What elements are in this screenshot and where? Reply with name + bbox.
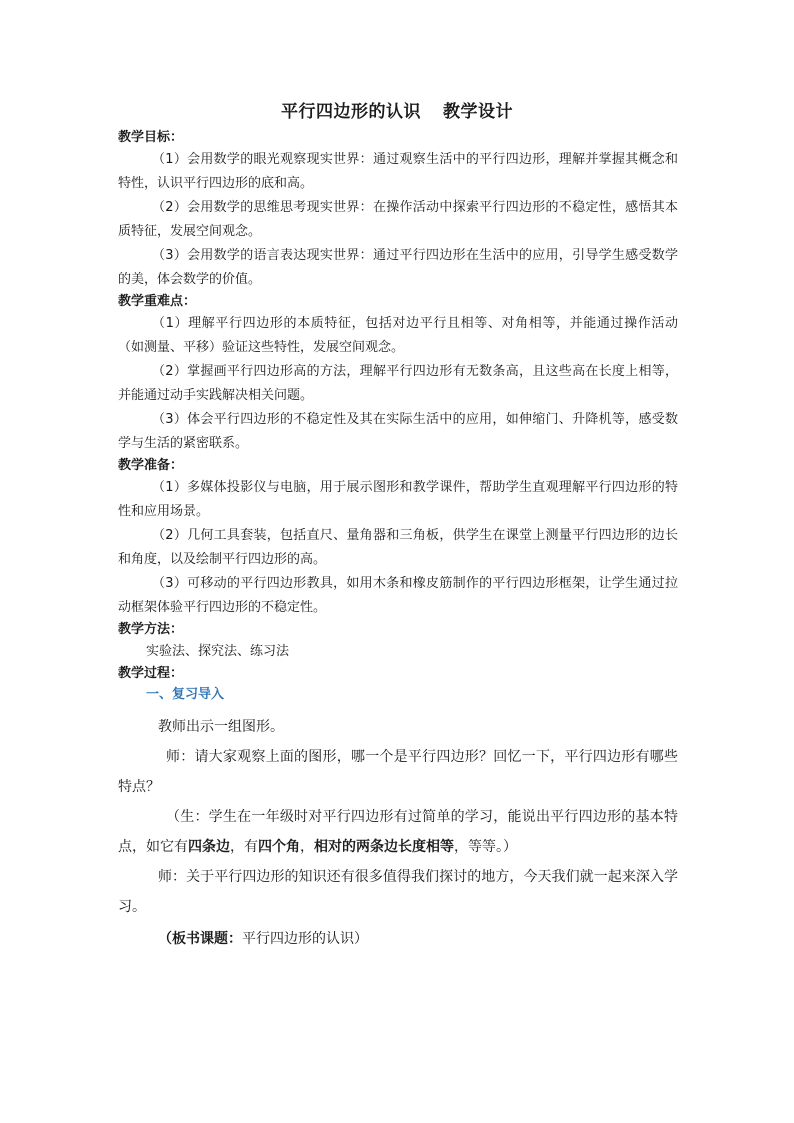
- preparation-item-2: （2）几何工具套装，包括直尺、量角器和三角板，供学生在课堂上测量平行四边形的边长和角度，以及绘制平行四边形的高。: [118, 528, 678, 567]
- keypoint-item-1: （1）理解平行四边形的本质特征，包括对边平行且相等、对角相等，并能通过操作活动（如测量、平移）验证这些特性，发展空间观念。: [118, 316, 678, 355]
- keypoint-item-2: （2）掌握画平行四边形高的方法，理解平行四边形有无数条高，且这些高在长度上相等，并能通过动手实践解决相关问题。: [118, 364, 678, 403]
- preparation-item-1: （1）多媒体投影仪与电脑，用于展示图形和教学课件，帮助学生直观理解平行四边形的特性和应用场景。: [118, 480, 678, 519]
- methods-heading: 教学方法：: [118, 622, 184, 637]
- keypoint-item-3: （3）体会平行四边形的不稳定性及其在实际生活中的应用，如伸缩门、升降机等，感受数学与生活的紧密联系。: [118, 412, 678, 451]
- student-response-text-a: （生：学生在一年级时对平行四边形有过简单的学习，能说出平行四边形的基本特点，如它有: [118, 809, 678, 855]
- objectives-heading: 教学目标：: [118, 130, 184, 145]
- process-paragraph-5: [118, 924, 678, 954]
- section-review-intro: 一、复习导入: [146, 687, 225, 702]
- objective-item-1: （1）会用数学的眼光观察现实世界：通过观察生活中的平行四边形，理解并掌握其概念和特性，认识平行四边形的底和高。: [118, 152, 678, 191]
- process-paragraph-2: 师：请大家观察上面的图形，哪一个是平行四边形？回忆一下，平行四边形有哪些特点？: [118, 749, 678, 795]
- page-title: [0, 97, 794, 122]
- student-response-bold-2: 四个角: [258, 839, 300, 855]
- board-title-label: （板书课题：: [158, 931, 242, 947]
- objective-item-3: （3）会用数学的语言表达现实世界：通过平行四边形在生活中的应用，引导学生感受数学的美，体会数学的价值。: [118, 248, 678, 287]
- student-response-bold-1: 四条边: [188, 839, 230, 855]
- board-title-text: 平行四边形的认识）: [242, 931, 368, 947]
- preparation-heading: 教学准备：: [118, 458, 184, 473]
- student-response-text-e: ，等等。）: [454, 839, 517, 855]
- keypoints-heading: 教学重难点：: [118, 294, 197, 309]
- process-paragraph-3: [118, 802, 678, 862]
- student-response-text-c: ，有: [230, 839, 258, 855]
- preparation-item-3: （3）可移动的平行四边形教具，如用木条和橡皮筋制作的平行四边形框架，让学生通过拉动框架体验平行四边形的不稳定性。: [118, 576, 678, 615]
- title-main: 平行四边形的认识: [281, 102, 421, 122]
- title-suffix: 教学设计: [443, 102, 513, 122]
- objective-item-2: （2）会用数学的思维思考现实世界：在操作活动中探索平行四边形的不稳定性，感悟其本质特征，发展空间观念。: [118, 200, 678, 239]
- student-response-bold-3: 相对的两条边长度相等: [314, 839, 454, 855]
- document-body: [118, 128, 678, 954]
- methods-text: 实验法、探究法、练习法: [146, 644, 290, 659]
- process-paragraph-1: 教师出示一组图形。: [158, 719, 284, 735]
- process-paragraph-4: 师：关于平行四边形的知识还有很多值得我们探讨的地方，今天我们就一起来深入学习。: [118, 869, 678, 915]
- student-response-text-d: ，: [300, 839, 314, 855]
- process-heading: 教学过程：: [118, 666, 184, 681]
